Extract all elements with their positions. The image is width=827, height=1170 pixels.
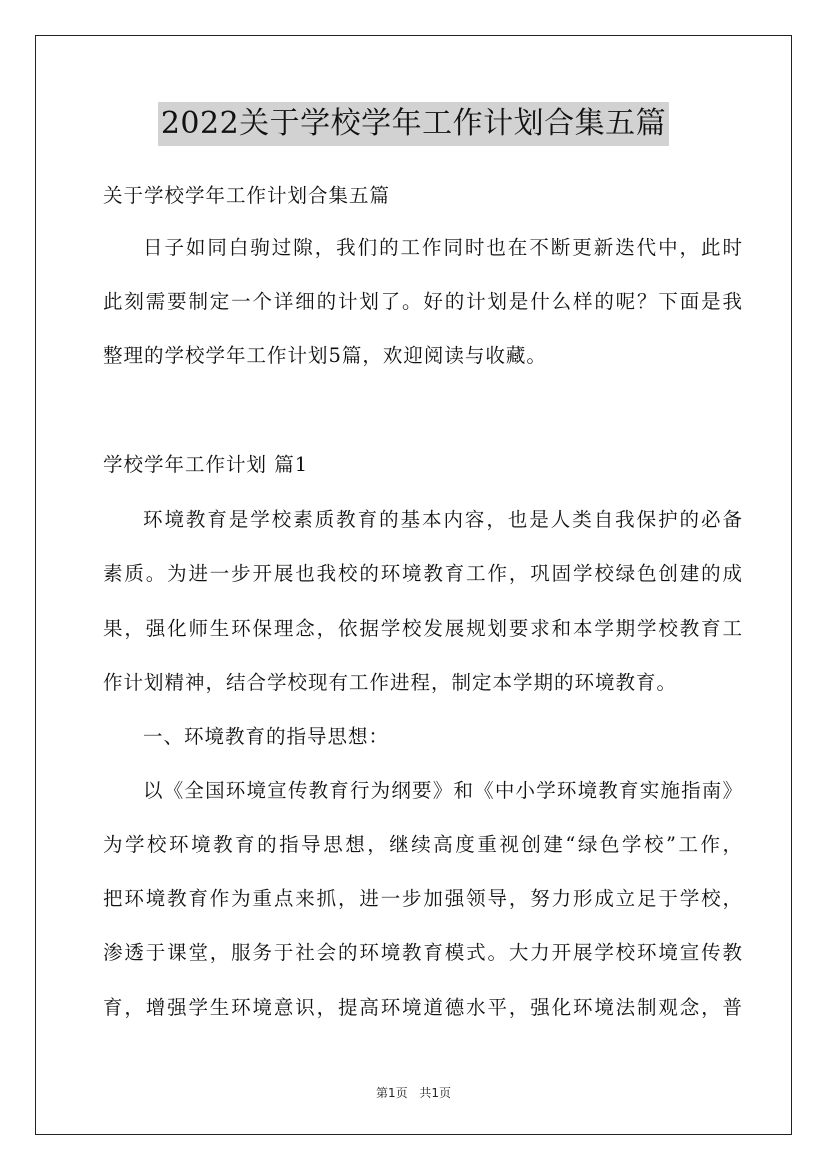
- paragraph-line: 作计划精神，结合学校现有工作进程，制定本学期的环境教育。: [103, 671, 678, 694]
- sub-heading: 一、环境教育的指导思想：: [143, 725, 390, 748]
- paragraph-line: 育，增强学生环境意识，提高环境道德水平，强化环境法制观念，普: [103, 996, 743, 1019]
- intro-line: 此刻需要制定一个详细的计划了。好的计划是什么样的呢？下面是我: [103, 290, 743, 313]
- intro-line: 日子如同白驹过隙，我们的工作同时也在不断更新迭代中，此时: [143, 236, 743, 259]
- page-footer: [0, 1084, 827, 1101]
- paragraph-line: 为学校环境教育的指导思想，继续高度重视创建“绿色学校”工作，: [103, 833, 743, 856]
- document-subtitle: 关于学校学年工作计划合集五篇: [103, 184, 391, 207]
- page-number: 第1页: [375, 1086, 408, 1100]
- document-title: [0, 100, 827, 144]
- paragraph-line: 以《全国环境宣传教育行为纲要》和《中小学环境教育实施指南》: [143, 779, 743, 802]
- intro-line: 整理的学校学年工作计划5篇，欢迎阅读与收藏。: [103, 344, 547, 367]
- paragraph-line: 环境教育是学校素质教育的基本内容，也是人类自我保护的必备: [143, 508, 743, 531]
- section-heading: 学校学年工作计划 篇1: [103, 453, 309, 476]
- paragraph-line: 把环境教育作为重点来抓，进一步加强领导，努力形成立足于学校，: [103, 887, 743, 910]
- page-total: 共1页: [419, 1086, 452, 1100]
- paragraph-line: 果，强化师生环保理念，依据学校发展规划要求和本学期学校教育工: [103, 617, 743, 640]
- document-title-text: 2022关于学校学年工作计划合集五篇: [158, 102, 669, 146]
- paragraph-line: 素质。为进一步开展也我校的环境教育工作，巩固学校绿色创建的成: [103, 562, 743, 585]
- paragraph-line: 渗透于课堂，服务于社会的环境教育模式。大力开展学校环境宣传教: [103, 941, 743, 964]
